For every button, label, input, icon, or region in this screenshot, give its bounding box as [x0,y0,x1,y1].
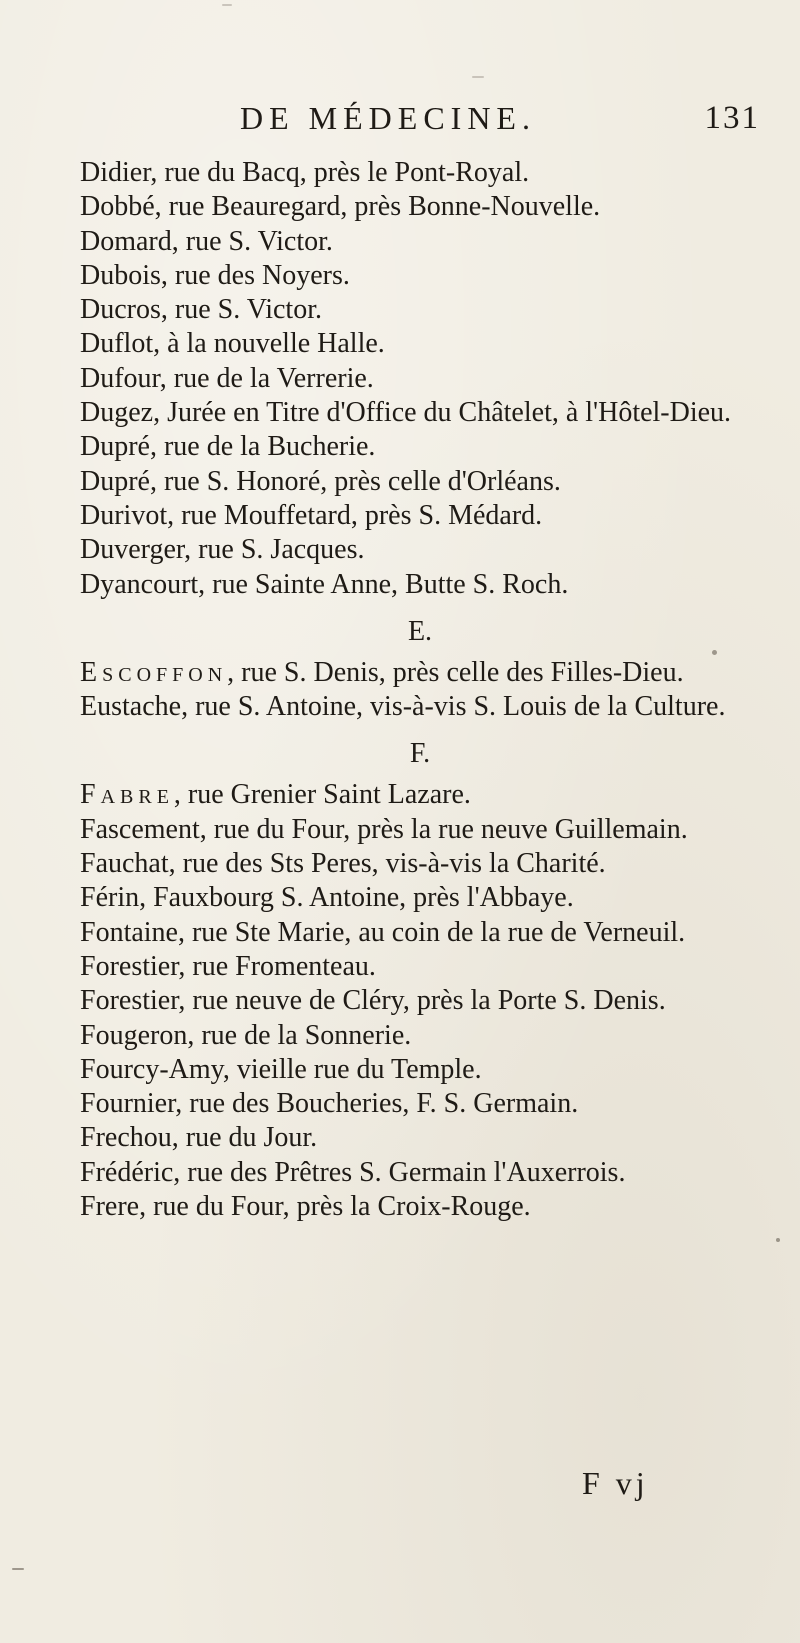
list-item: Férin, Fauxbourg S. Antoine, près l'Abbaye. [80,882,574,914]
section-d [80,156,760,602]
list-item: Fougeron, rue de la Sonnerie. [80,1019,412,1051]
list-item: Durivot, rue Mouffetard, près S. Médard. [80,499,543,531]
list-item: Frédéric, rue des Prêtres S. Germain l'Auxerrois. [80,1156,626,1188]
catchword-signature: F vj [582,1465,649,1501]
list-item: Dupré, rue S. Honoré, près celle d'Orléans. [80,465,561,497]
directory-listing [80,156,760,1224]
list-item: Dobbé, rue Beauregard, près Bonne-Nouvelle. [80,191,601,223]
entry-lead-name: Escoffon [80,656,228,688]
list-item: Duflot, à la nouvelle Halle. [80,328,385,360]
list-item [80,778,760,812]
page-header [80,100,760,150]
paper-speck [222,4,232,6]
paper-speck [776,1238,780,1242]
list-item: Domard, rue S. Victor. [80,225,333,257]
paper-speck [472,76,484,78]
list-item: Dyancourt, rue Sainte Anne, Butte S. Roch. [80,568,569,600]
list-item: Fournier, rue des Boucheries, F. S. Germain. [80,1088,579,1120]
page-number: 131 [704,100,760,136]
list-item: Fauchat, rue des Sts Peres, vis-à-vis la Charité. [80,848,606,880]
list-item: Dufour, rue de la Verrerie. [80,362,374,394]
list-item: Frere, rue du Four, près la Croix-Rouge. [80,1191,531,1223]
list-item: Frechou, rue du Jour. [80,1122,318,1154]
entry-text: , rue S. Denis, près celle des Filles-Dieu. [227,656,684,688]
list-item [80,656,760,690]
list-item: Ducros, rue S. Victor. [80,294,322,326]
paper-speck [712,650,717,655]
list-item: Fontaine, rue Ste Marie, au coin de la rue de Verneuil. [80,916,686,948]
running-head: DE MÉDECINE. [240,100,536,136]
list-item: Fascement, rue du Four, près la rue neuve Guillemain. [80,813,688,845]
list-item: Forestier, rue Fromenteau. [80,950,376,982]
entry-lead-name: Fabre [80,779,174,811]
list-item: Dubois, rue des Noyers. [80,259,350,291]
entry-text: , rue Grenier Saint Lazare. [173,779,471,811]
list-item: Eustache, rue S. Antoine, vis-à-vis S. Louis de la Culture. [80,691,726,723]
section-letter-heading: F. [409,738,431,770]
list-item: Forestier, rue neuve de Cléry, près la Porte S. Denis. [80,985,666,1017]
section-letter-heading: E. [407,615,433,647]
section-e [80,615,760,725]
list-item: Duverger, rue S. Jacques. [80,534,365,566]
paper-speck [12,1568,24,1570]
list-item: Didier, rue du Bacq, près le Pont-Royal. [80,157,530,188]
list-item: Dupré, rue de la Bucherie. [80,431,376,463]
list-item: Fourcy-Amy, vieille rue du Temple. [80,1053,482,1085]
list-item: Dugez, Jurée en Titre d'Office du Châtelet, à l'Hôtel-Dieu. [80,397,732,429]
section-f [80,737,760,1224]
